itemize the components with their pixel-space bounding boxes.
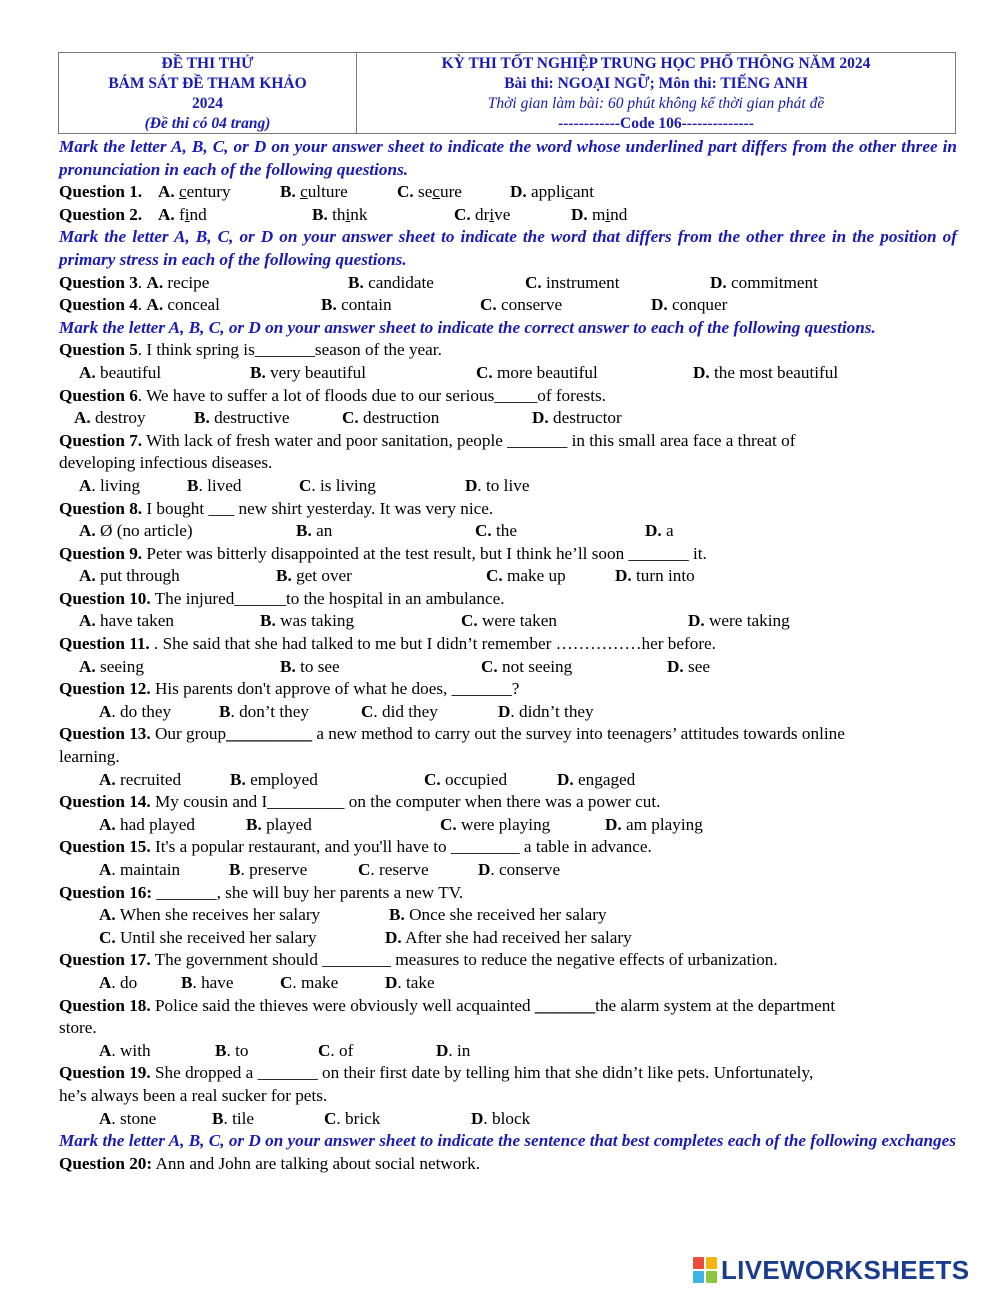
instruction-stress: Mark the letter A, B, C, or D on your answer sheet to indicate the word that differs from the other three in the position of primary stress in each of the following questions. xyxy=(59,227,957,269)
question-19 xyxy=(59,1062,957,1085)
question-18-continued: store. xyxy=(59,1018,97,1038)
option-d[interactable]: D. in xyxy=(436,1040,471,1060)
logo-square-green xyxy=(706,1271,717,1283)
option-c[interactable]: C. is living xyxy=(299,475,376,495)
option-d[interactable]: D. conserve xyxy=(478,860,561,879)
question-6 xyxy=(59,385,957,408)
question-text: She dropped a _______ on their first date by telling him that she didn’t like pets. Unfortunately, xyxy=(150,1063,814,1083)
question-text: The government should ________ measures to reduce the negative effects of urbanization. xyxy=(150,950,778,970)
question-label: Question 10. xyxy=(59,588,151,608)
option-d[interactable]: D. take xyxy=(385,972,435,992)
question-text: _______, she will buy her parents a new TV. xyxy=(152,882,464,902)
option-c[interactable]: C. instrument xyxy=(525,272,620,292)
question-10 xyxy=(59,588,957,611)
question-label: Question 11. xyxy=(59,634,150,654)
answer-blank[interactable]: _______ xyxy=(534,995,596,1015)
question-12 xyxy=(59,678,957,701)
question-4: Question 4. A. conceal B. contain C. conserve D. conquer xyxy=(59,294,957,317)
option-b[interactable]: B. get over xyxy=(276,566,352,586)
logo-square-blue xyxy=(693,1271,704,1283)
question-16-options-ab xyxy=(59,904,957,927)
option-d[interactable]: D. After she had received her salary xyxy=(385,927,632,947)
question-9 xyxy=(59,543,957,566)
option-a[interactable]: A. Ø (no article) xyxy=(79,521,193,541)
header-time: Thời gian làm bài: 60 phút không kể thời gian phát đề xyxy=(487,95,825,112)
question-label: Question 15. xyxy=(59,837,151,857)
option-b[interactable]: B. contain xyxy=(321,295,392,315)
option-a[interactable]: A. stone xyxy=(99,1108,157,1128)
option-d[interactable]: D. commitment xyxy=(710,272,818,292)
option-c[interactable]: C. Until she received her salary xyxy=(99,927,317,947)
instruction-correct-answer: Mark the letter A, B, C, or D on your answer sheet to indicate the correct answer to each of the following questions. xyxy=(59,317,876,337)
question-1 xyxy=(59,181,957,204)
option-c[interactable]: C. not seeing xyxy=(481,656,573,676)
option-d[interactable]: D. see xyxy=(667,656,710,676)
option-d[interactable]: D. were taking xyxy=(688,611,790,631)
question-13-continued: learning. xyxy=(59,747,120,767)
question-20 xyxy=(59,1153,957,1176)
question-label: Question 19. xyxy=(59,1063,151,1083)
question-text: . She said that she had talked to me but I didn’t remember ……………her before. xyxy=(149,634,716,654)
option-a[interactable]: A. living xyxy=(79,475,141,495)
option-d[interactable]: D. applicant xyxy=(510,182,595,202)
header-year: 2024 xyxy=(192,95,223,112)
question-18-options xyxy=(59,1040,957,1063)
option-a[interactable]: A. had played xyxy=(99,814,195,834)
option-d[interactable]: D. to live xyxy=(465,475,530,495)
option-b[interactable]: B. have xyxy=(181,972,234,992)
question-text: The injured______to the hospital in an ambulance. xyxy=(150,588,505,608)
question-label: Question 4 xyxy=(59,295,138,315)
option-a[interactable]: A. have taken xyxy=(79,611,174,631)
option-b[interactable]: B. don’t they xyxy=(219,701,309,721)
question-14 xyxy=(59,791,957,814)
option-d[interactable]: D. a xyxy=(645,521,674,541)
option-d[interactable]: D. block xyxy=(471,1108,531,1128)
option-b[interactable]: B. lived xyxy=(187,475,242,495)
option-d[interactable]: D. engaged xyxy=(557,769,636,789)
question-2 xyxy=(59,204,957,227)
option-b[interactable]: B. was taking xyxy=(260,611,355,631)
option-d[interactable]: D. turn into xyxy=(615,566,695,586)
question-16-options-cd xyxy=(59,927,957,950)
option-c[interactable]: C. conserve xyxy=(480,295,563,315)
option-c[interactable]: C. brick xyxy=(324,1108,381,1128)
question-label: Question 17. xyxy=(59,950,151,970)
option-c[interactable]: C. reserve xyxy=(358,860,429,879)
question-8-options xyxy=(59,520,957,543)
option-b[interactable]: B. tile xyxy=(212,1108,255,1128)
header-right xyxy=(357,53,955,133)
question-19-options xyxy=(59,1108,957,1131)
question-text: I bought ___ new shirt yesterday. It was very nice. xyxy=(142,498,494,518)
option-c[interactable]: C. secure xyxy=(397,182,462,202)
question-text: With lack of fresh water and poor sanitation, people _______ in this small area face a threat of xyxy=(142,430,796,450)
option-a[interactable]: A. seeing xyxy=(79,656,144,676)
option-d[interactable]: D. destructor xyxy=(532,408,622,428)
header-left xyxy=(59,53,357,133)
question-11-options xyxy=(59,656,957,679)
question-13: Question 13. Our group__________ a new method to carry out the survey into teenagers’ attitudes towards online xyxy=(59,724,845,744)
question-7-continued: developing infectious diseases. xyxy=(59,453,273,473)
question-label: Question 9. xyxy=(59,543,143,563)
question-3: Question 3. A. recipe B. candidate C. instrument D. commitment xyxy=(59,272,957,295)
question-19-continued: he’s always been a real sucker for pets. xyxy=(59,1085,328,1105)
question-label: Question 7. xyxy=(59,430,143,450)
question-8 xyxy=(59,498,957,521)
question-12-options xyxy=(59,701,957,724)
option-b[interactable]: B. to xyxy=(215,1040,249,1060)
question-text: It's a popular restaurant, and you'll have to ________ a table in advance. xyxy=(150,837,652,857)
liveworksheets-logo[interactable] xyxy=(693,1254,969,1286)
question-list xyxy=(59,136,957,1175)
header-exam-title: KỲ THI TỐT NGHIỆP TRUNG HỌC PHỔ THÔNG NĂM 2024 xyxy=(441,55,871,72)
question-14-options xyxy=(59,814,957,837)
option-a[interactable]: conceal xyxy=(167,295,220,315)
option-b[interactable]: B. an xyxy=(296,521,333,541)
option-a[interactable]: A. find xyxy=(158,204,207,224)
option-c[interactable]: C. make xyxy=(280,972,339,992)
option-a[interactable]: recipe xyxy=(167,272,210,292)
question-17 xyxy=(59,949,957,972)
question-text: . I think spring is_______season of the year. xyxy=(137,340,442,360)
option-c[interactable]: C. were playing xyxy=(440,814,551,834)
option-a[interactable]: A. maintain xyxy=(99,860,181,879)
option-d[interactable]: D. the most beautiful xyxy=(693,362,839,382)
option-a[interactable]: A. When she receives her salary xyxy=(99,905,321,925)
option-b[interactable]: B. very beautiful xyxy=(250,362,366,382)
header-reference: BÁM SÁT ĐỀ THAM KHẢO xyxy=(108,75,307,92)
question-text: Ann and John are talking about social network. xyxy=(152,1153,481,1173)
question-label: Question 3 xyxy=(59,272,138,292)
option-b[interactable]: B. played xyxy=(246,814,312,834)
option-c[interactable]: C. occupied xyxy=(424,769,508,789)
question-label: Question 5 xyxy=(59,340,138,360)
question-11 xyxy=(59,633,957,656)
instruction-pronunciation: Mark the letter A, B, C, or D on your answer sheet to indicate the word whose underlined part differs from the other three in pronunciation in each of the following questions. xyxy=(59,137,957,179)
logo-square-red xyxy=(693,1257,704,1269)
option-b[interactable]: B. Once she received her salary xyxy=(389,905,607,925)
logo-text: LIVEWORKSHEETS xyxy=(721,1254,970,1285)
option-c[interactable]: C. of xyxy=(318,1040,354,1060)
question-label: Question 2. xyxy=(59,204,143,224)
header-code: ------------Code 106-------------- xyxy=(558,115,754,132)
logo-square-yellow xyxy=(706,1257,717,1269)
option-a[interactable]: A. put through xyxy=(79,566,180,586)
question-7 xyxy=(59,430,957,453)
option-c[interactable]: C. did they xyxy=(361,701,438,721)
option-c[interactable]: C. make up xyxy=(486,566,566,586)
option-d[interactable]: D. didn’t they xyxy=(498,701,594,721)
question-label: Question 16: xyxy=(59,882,153,902)
header-pages: (Đề thi có 04 trang) xyxy=(144,115,271,132)
option-b[interactable]: B. candidate xyxy=(348,272,434,292)
option-a[interactable]: A. recruited xyxy=(99,769,182,789)
question-5-options xyxy=(59,362,957,385)
option-a[interactable]: A. beautiful xyxy=(79,362,162,382)
option-b[interactable]: B. destructive xyxy=(194,408,290,428)
option-b[interactable]: B. culture xyxy=(280,182,348,202)
exam-header xyxy=(58,52,956,134)
question-text: . We have to suffer a lot of floods due to our serious_____of forests. xyxy=(137,385,606,405)
option-d[interactable]: D. mind xyxy=(571,204,628,224)
question-label: Question 6 xyxy=(59,385,138,405)
question-label: Question 13. xyxy=(59,724,151,744)
option-c[interactable]: C. drive xyxy=(454,204,511,224)
question-7-options xyxy=(59,475,957,498)
option-c[interactable]: C. destruction xyxy=(342,408,440,428)
header-subject: Bài thi: NGOẠI NGỮ; Môn thi: TIẾNG ANH xyxy=(504,75,808,92)
header-exam-type: ĐỀ THI THỬ xyxy=(161,55,254,72)
instruction-exchanges: Mark the letter A, B, C, or D on your answer sheet to indicate the sentence that best completes each of the following exchanges xyxy=(59,1131,956,1151)
question-5 xyxy=(59,339,957,362)
question-label: Question 20: xyxy=(59,1153,153,1173)
question-label: Question 12. xyxy=(59,679,151,699)
question-text: Peter was bitterly disappointed at the test result, but I think he’ll soon _______ it. xyxy=(142,543,707,563)
question-label: Question 18. xyxy=(59,995,151,1015)
question-text: His parents don't approve of what he does, _______? xyxy=(150,679,520,699)
question-13-options xyxy=(59,769,957,792)
option-a[interactable]: A. do they xyxy=(99,701,172,721)
option-a[interactable]: A. century xyxy=(158,182,231,202)
liveworksheets-logo-icon xyxy=(693,1257,717,1283)
option-a[interactable]: A. with xyxy=(99,1040,151,1060)
answer-blank[interactable]: __________ xyxy=(226,724,313,744)
option-d[interactable]: D. am playing xyxy=(605,814,703,834)
question-10-options xyxy=(59,610,957,633)
question-text: My cousin and I_________ on the computer when there was a power cut. xyxy=(150,792,661,812)
option-c[interactable]: C. were taken xyxy=(461,611,557,631)
question-15-options xyxy=(59,859,957,882)
question-15 xyxy=(59,836,957,859)
option-a[interactable]: A. do xyxy=(99,972,138,992)
option-b[interactable]: B. employed xyxy=(230,769,318,789)
option-a[interactable]: A. destroy xyxy=(74,408,146,428)
option-b[interactable]: B. think xyxy=(312,204,368,224)
option-c[interactable]: C. the xyxy=(475,521,518,541)
question-17-options xyxy=(59,972,957,995)
question-9-options xyxy=(59,565,957,588)
question-18: Question 18. Police said the thieves were obviously well acquainted _______the alarm system at the department xyxy=(59,995,836,1015)
question-label: Question 1. xyxy=(59,182,143,202)
option-b[interactable]: B. to see xyxy=(280,656,340,676)
question-label: Question 14. xyxy=(59,792,151,812)
option-d[interactable]: D. conquer xyxy=(651,295,728,315)
question-label: Question 8. xyxy=(59,498,143,518)
question-16 xyxy=(59,882,957,905)
option-c[interactable]: C. more beautiful xyxy=(476,362,598,382)
option-b[interactable]: B. preserve xyxy=(229,860,308,879)
question-6-options xyxy=(59,407,957,430)
